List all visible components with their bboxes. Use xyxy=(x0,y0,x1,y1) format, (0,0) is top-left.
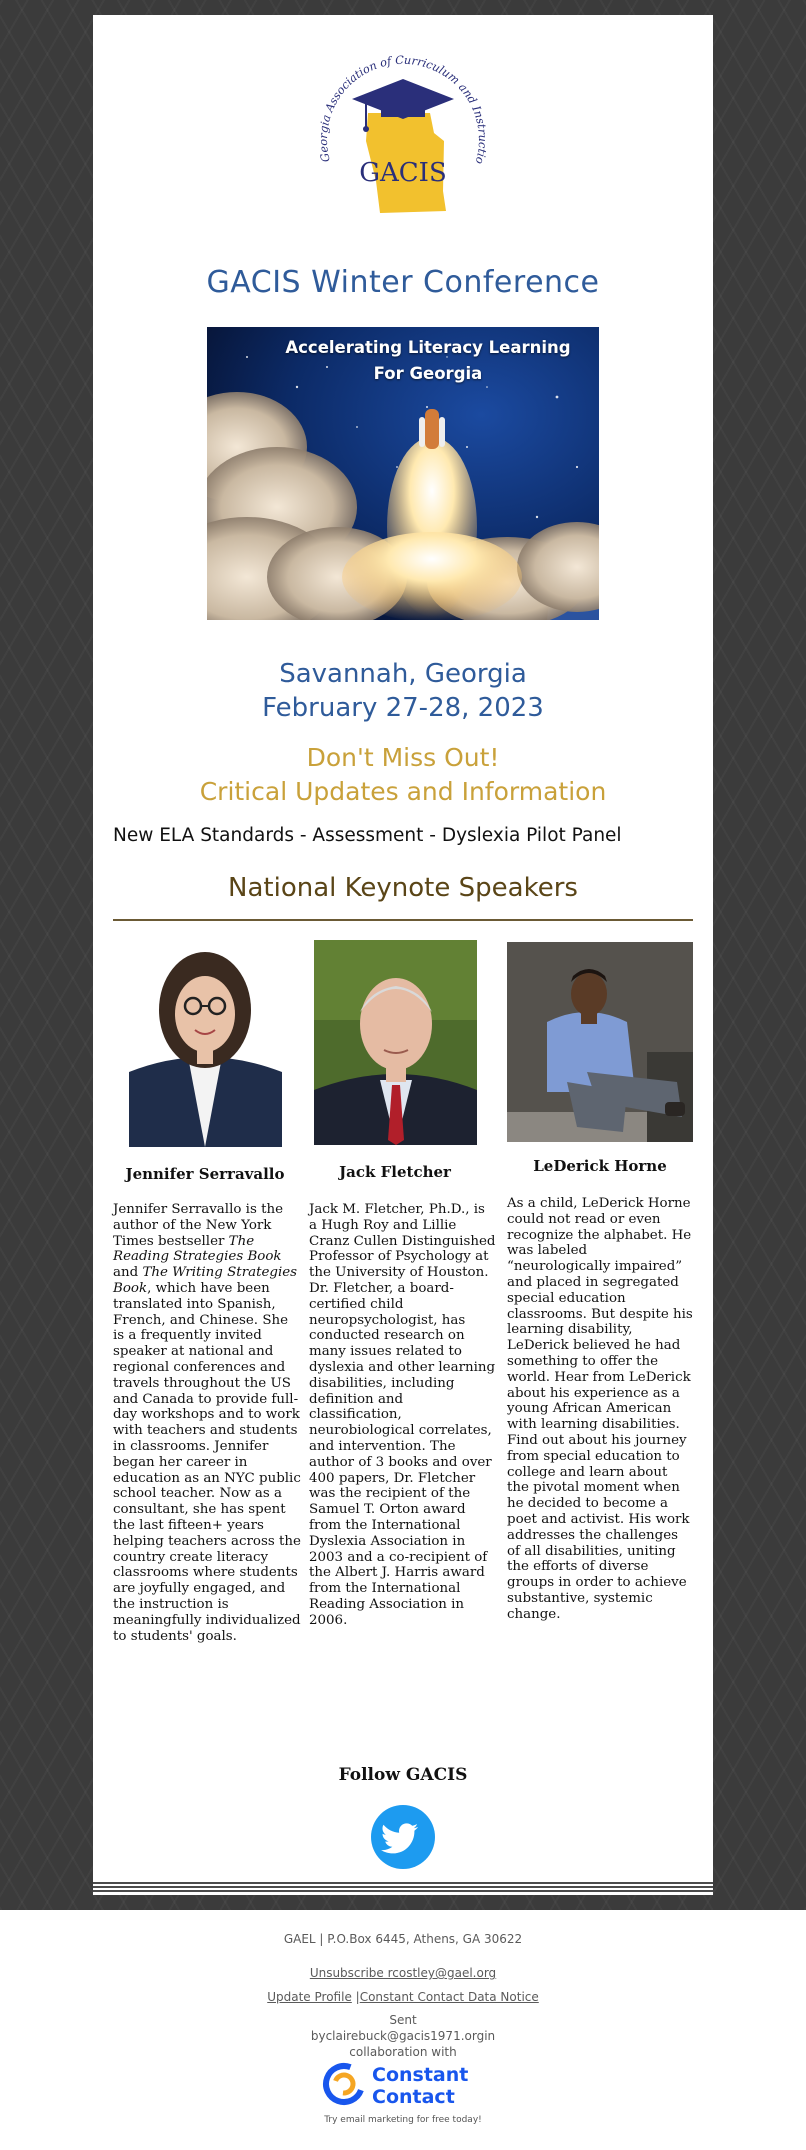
bottom-rule xyxy=(93,1880,713,1894)
speaker-photo-horne xyxy=(507,942,693,1142)
event-dates: February 27-28, 2023 xyxy=(262,693,544,723)
event-details xyxy=(93,657,713,725)
cc-tagline[interactable]: Try email marketing for free today! xyxy=(324,2115,482,2125)
cc-brand-line1: Constant xyxy=(372,2064,469,2086)
book-title: The Writing Strategies Book xyxy=(113,1265,298,1296)
data-notice-link[interactable]: Constant Contact Data Notice xyxy=(359,1990,539,2004)
conference-title: GACIS Winter Conference xyxy=(206,265,600,300)
hero-caption-line1: Accelerating Literacy Learning xyxy=(285,338,571,357)
speaker-bio-serravallo xyxy=(113,1202,303,1644)
speaker-photo-fletcher xyxy=(314,940,477,1145)
footer-separator: | xyxy=(351,1990,360,2004)
topics-line: New ELA Standards - Assessment - Dyslexia Pilot Panel xyxy=(113,825,622,846)
gacis-logo xyxy=(306,41,500,235)
event-location: Savannah, Georgia xyxy=(279,659,527,689)
twitter-bird-icon xyxy=(371,1805,435,1869)
promo-line1: Don't Miss Out! xyxy=(306,743,500,772)
update-profile-link[interactable]: Update Profile xyxy=(267,1990,352,2004)
speaker-bio-fletcher: Jack M. Fletcher, Ph.D., is a Hugh Roy and Lillie Cranz Cullen Distinguished Professor of Psychology at the University of Houston. Dr. Fletcher, a board-certified child neuropsychologist, has conducted research on many issues related to dyslexia and other learning disabilities, including definition and classification, neurobiological correlates, and intervention. The author of 3 books and over 400 papers, Dr. Fletcher was the recipient of the Samuel T. Orton award from the International Dyslexia Association in 2003 and a co-recipient of the Albert J. Harris award from the International Reading Association in 2006. xyxy=(309,1202,496,1628)
footer-sent-line: Sent byclairebuck@gacis1971.orgin collaboration with xyxy=(310,2013,496,2059)
constant-contact-logo[interactable] xyxy=(322,2060,486,2108)
bio-text: , which have been translated into Spanish, French, and Chinese. She is a frequently invited speaker at national and regional conferences and travels throughout the US and Canada to provide full-day workshops and to work with teachers and students in classrooms. Jennifer began her career in education as an NYC public school teacher. Now as a consultant, she has spent the last fifteen+ years helping teachers across the country create literacy classrooms where students are joyfully engaged, and the instruction is meaningfully individualized to students' goals. xyxy=(113,1280,301,1644)
logo-arc-text: Georgia Association of Curriculum and Instructio xyxy=(316,53,490,166)
logo-wordmark: GACIS xyxy=(359,158,447,188)
promo-heading xyxy=(93,741,713,809)
promo-line2: Critical Updates and Information xyxy=(199,777,607,806)
twitter-button[interactable] xyxy=(371,1805,435,1869)
hero-image xyxy=(207,327,599,620)
keynote-heading: National Keynote Speakers xyxy=(228,873,578,903)
speaker-photo-serravallo xyxy=(129,942,282,1147)
hero-caption xyxy=(207,335,599,387)
speaker-name-horne: LeDerick Horne xyxy=(533,1157,667,1175)
footer-profile-row xyxy=(0,1990,806,2004)
hero-caption-line2: For Georgia xyxy=(373,364,483,383)
bio-text: and xyxy=(113,1265,143,1281)
unsubscribe-link[interactable]: Unsubscribe rcostley@gael.org xyxy=(309,1966,497,1980)
email-card xyxy=(93,15,713,1895)
bio-text: Jennifer Serravallo is the author of the New York Times bestseller xyxy=(113,1202,284,1249)
speaker-name-fletcher: Jack Fletcher xyxy=(339,1163,451,1181)
speaker-bio-horne: As a child, LeDerick Horne could not read or even recognize the alphabet. He was labeled “neurologically impaired” and placed in segregated special education classrooms. But despite his learning disability, LeDerick believed he had something to offer the world. Hear from LeDerick about his experience as a young African American with learning disabilities. Find out about his journey from special education to college and learn about the pivotal moment when he decided to become a poet and activist. His work addresses the challenges of all disabilities, uniting the efforts of diverse groups in order to achieve substantive, systemic change. xyxy=(507,1196,693,1622)
book-title: The Reading Strategies Book xyxy=(113,1233,282,1265)
follow-heading: Follow GACIS xyxy=(338,1765,468,1785)
speaker-name-serravallo: Jennifer Serravallo xyxy=(125,1165,285,1183)
cc-brand-line2: Contact xyxy=(372,2086,455,2108)
footer-unsubscribe-row xyxy=(0,1966,806,1980)
footer xyxy=(0,1910,806,2150)
footer-address: GAEL | P.O.Box 6445, Athens, GA 30622 xyxy=(283,1932,523,1946)
section-divider xyxy=(113,919,693,921)
